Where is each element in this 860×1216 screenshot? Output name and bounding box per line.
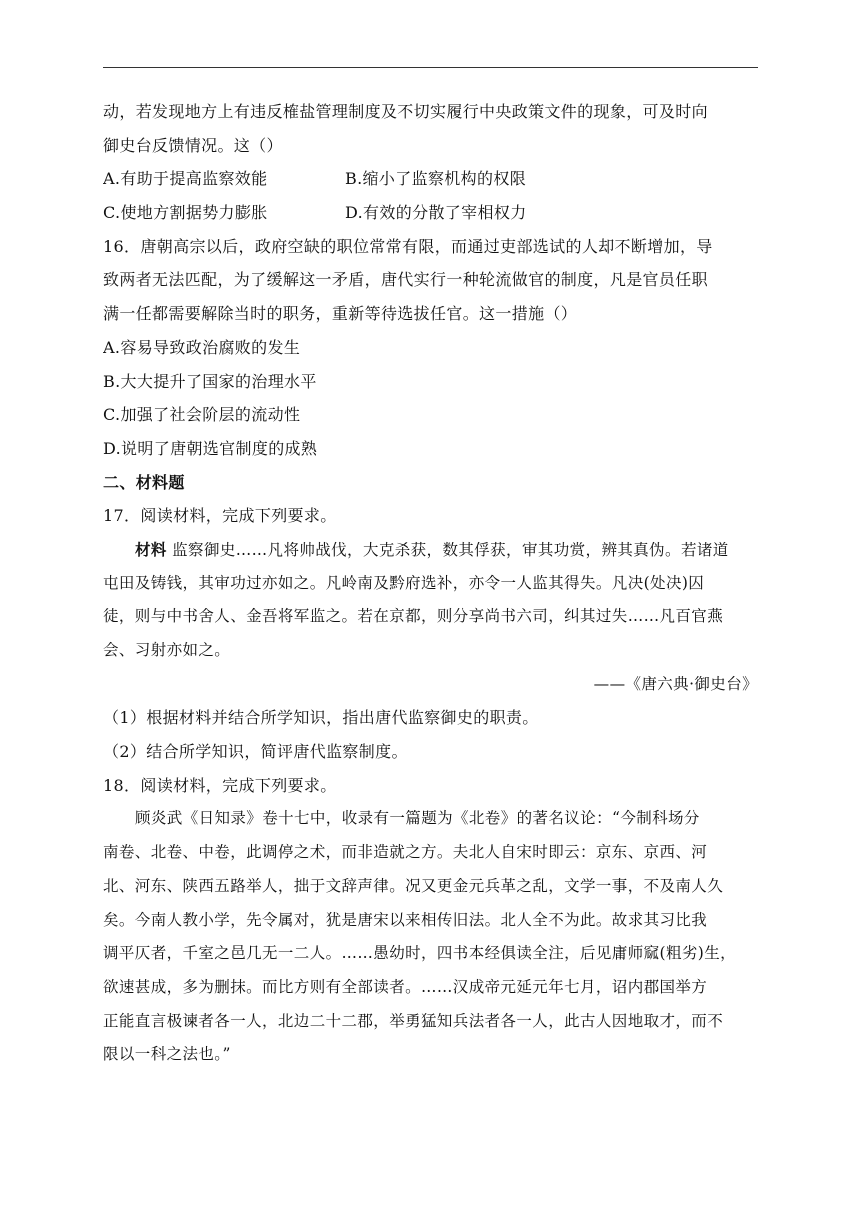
q16-option-c: C.加强了社会阶层的流动性 [103,405,301,425]
q17-material-line-2: 屯田及铸钱，其审功过亦如之。凡岭南及黔府选补，亦令一人监其得失。凡决(处决)囚 [103,573,705,592]
q15-option-c: C.使地方割据势力膨胀 [103,203,268,223]
q18-stem: 18．阅读材料，完成下列要求。 [103,775,337,795]
q17-subquestion-1: （1）根据材料并结合所学知识，指出唐代监察御史的职责。 [103,708,539,728]
q18-material-line-7: 正能直言极谏者各一人，北边二十二郡，举勇猛知兵法者各一人，此古人因地取才，而不 [103,1011,724,1030]
q17-material-label: 材料 [135,539,167,559]
header-rule [103,67,758,68]
q16-option-b: B.大大提升了国家的治理水平 [103,371,317,391]
page-content [103,101,758,1078]
q17-material-line-1 [103,539,758,560]
q16-option-d: D.说明了唐朝选官制度的成熟 [103,438,318,458]
q16-stem-line-2: 致两者无法匹配，为了缓解这一矛盾，唐代实行一种轮流做官的制度，凡是官员任职 [103,270,708,290]
q17-subquestion-2: （2）结合所学知识，简评唐代监察制度。 [103,742,408,762]
q17-material-line-4: 会、习射亦如之。 [103,641,231,659]
q15-option-d: D.有效的分散了宰相权力 [345,203,527,223]
q15-option-b: B.缩小了监察机构的权限 [345,169,527,189]
q15-options-row-1 [103,168,758,189]
q17-material-text-1: 监察御史……凡将帅战伐，大克杀获，数其俘获，审其功赏，辨其真伪。若诸道 [166,540,729,559]
section-heading: 二、材料题 [103,472,185,492]
q15-options-row-2 [103,202,758,223]
q16-stem-line-3: 满一任都需要解除当时的职务，重新等待选拔任官。这一措施（） [103,304,578,324]
q17-material-line-3: 徒，则与中书舍人、金吾将军监之。若在京都，则分享尚书六司，纠其过失……凡百官燕 [103,607,724,626]
q15-stem-line-1: 动，若发现地方上有违反榷盐管理制度及不切实履行中央政策文件的现象，可及时向 [103,102,708,121]
q18-material-line-2: 南卷、北卷、中卷，此调停之术，而非造就之方。夫北人自宋时即云：京东、京西、河 [103,843,708,862]
q16-stem-line-1: 16．唐朝高宗以后，政府空缺的职位常常有限，而通过吏部选试的人却不断增加，导 [103,236,713,256]
q18-material-line-5: 调平仄者，千室之邑几无一二人。……愚幼时，四书本经俱读全注，后见庸师窳(粗劣)生， [103,944,736,963]
q17-source: ——《唐六典·御史台》 [593,674,758,693]
q18-material-line-1: 顾炎武《日知录》卷十七中，收录有一篇题为《北卷》的著名议论：“今制科场分 [135,809,700,828]
q18-material-line-8: 限以一科之法也。” [103,1045,231,1064]
q16-option-a: A.容易导致政治腐败的发生 [103,337,301,357]
q18-material-line-6: 欲速甚成，多为删抹。而比方则有全部读者。……汉成帝元延元年七月，诏内郡国举方 [103,977,708,996]
q18-material-line-4: 矣。今南人教小学，先令属对，犹是唐宋以来相传旧法。北人全不为此。故求其习比我 [103,910,708,929]
q18-material-line-3: 北、河东、陕西五路举人，拙于文辞声律。况又更金元兵革之乱，文学一事，不及南人久 [103,876,724,895]
q15-stem-line-2: 御史台反馈情况。这（） [103,135,283,155]
q17-stem: 17．阅读材料，完成下列要求。 [103,506,337,526]
q15-option-a: A.有助于提高监察效能 [103,169,268,189]
